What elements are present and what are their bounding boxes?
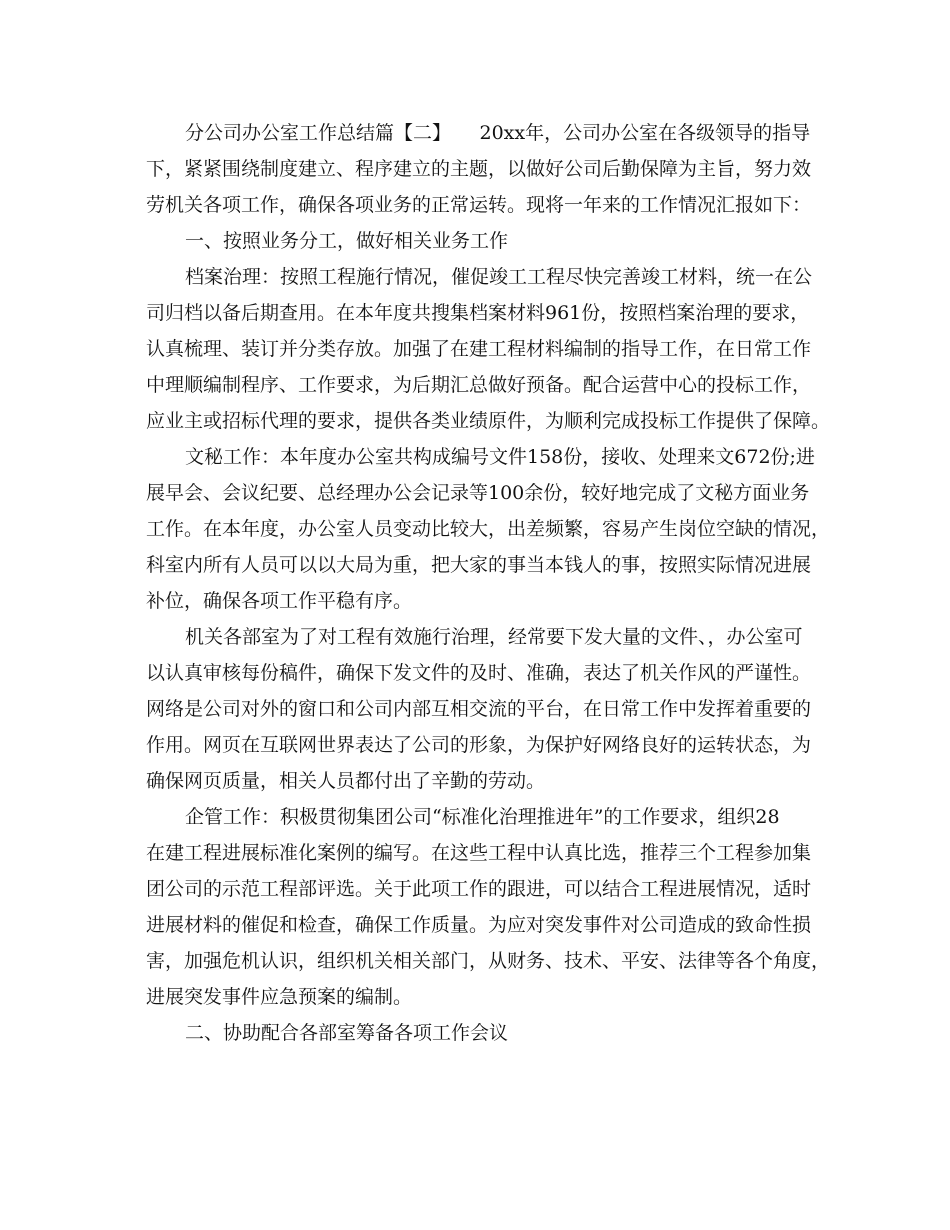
body-text-line: 害，加强危机认识，组织机关相关部门，从财务、技术、平安、法律等各个角度， — [146, 950, 831, 972]
body-text-line: 文秘工作：本年度办公室共构成编号文件158份，接收、处理来文672份;进 — [185, 446, 815, 468]
body-text-line: 应业主或招标代理的要求，提供各类业绩原件，为顺利完成投标工作提供了保障。 — [146, 410, 831, 432]
body-text-line: 司归档以备后期查用。在本年度共搜集档案材料961份，按照档案治理的要求， — [146, 302, 810, 324]
body-text-line: 补位，确保各项工作平稳有序。 — [146, 590, 413, 612]
body-text-line: 以认真审核每份稿件，确保下发文件的及时、准确，表达了机关作风的严谨性。 — [146, 662, 812, 684]
body-text-line: 科室内所有人员可以以大局为重，把大家的事当本钱人的事，按照实际情况进展 — [146, 554, 812, 576]
body-text-line: 在建工程进展标准化案例的编写。在这些工程中认真比选，推荐三个工程参加集 — [146, 842, 812, 864]
body-text-line: 团公司的示范工程部评选。关于此项工作的跟进，可以结合工程进展情况，适时 — [146, 878, 812, 900]
body-text-line: 下，紧紧围绕制度建立、程序建立的主题，以做好公司后勤保障为主旨，努力效 — [146, 158, 812, 180]
body-text-line: 展早会、会议纪要、总经理办公会记录等100余份，较好地完成了文秘方面业务 — [146, 482, 810, 504]
body-text-line: 进展材料的催促和检查，确保工作质量。为应对突发事件对公司造成的致命性损 — [146, 914, 812, 936]
body-text-line: 企管工作：积极贯彻集团公司“标准化治理推进年”的工作要求，组织28 — [185, 806, 780, 828]
body-text-line: 网络是公司对外的窗口和公司内部互相交流的平台，在日常工作中发挥着重要的 — [146, 698, 812, 720]
body-text-line: 作用。网页在互联网世界表达了公司的形象，为保护好网络良好的运转状态，为 — [146, 734, 812, 756]
section-heading: 二、协助配合各部室筹备各项工作会议 — [185, 1022, 509, 1044]
body-text-line: 确保网页质量，相关人员都付出了辛勤的劳动。 — [146, 770, 546, 792]
body-text-line: 分公司办公室工作总结篇【二】 20xx年，公司办公室在各级领导的指导 — [185, 122, 811, 144]
body-text-line: 档案治理：按照工程施行情况，催促竣工工程尽快完善竣工材料，统一在公 — [185, 266, 813, 288]
section-heading: 一、按照业务分工，做好相关业务工作 — [185, 230, 509, 252]
body-text-line: 工作。在本年度，办公室人员变动比较大，出差频繁，容易产生岗位空缺的情况， — [146, 518, 831, 540]
body-text-line: 劳机关各项工作，确保各项业务的正常运转。现将一年来的工作情况汇报如下： — [146, 194, 812, 216]
body-text-line: 中理顺编制程序、工作要求，为后期汇总做好预备。配合运营中心的投标工作， — [146, 374, 812, 396]
body-text-line: 认真梳理、装订并分类存放。加强了在建工程材料编制的指导工作，在日常工作 — [146, 338, 812, 360]
body-text-line: 进展突发事件应急预案的编制。 — [146, 986, 413, 1008]
body-text-line: 机关各部室为了对工程有效施行治理，经常要下发大量的文件、，办公室可 — [185, 626, 803, 648]
